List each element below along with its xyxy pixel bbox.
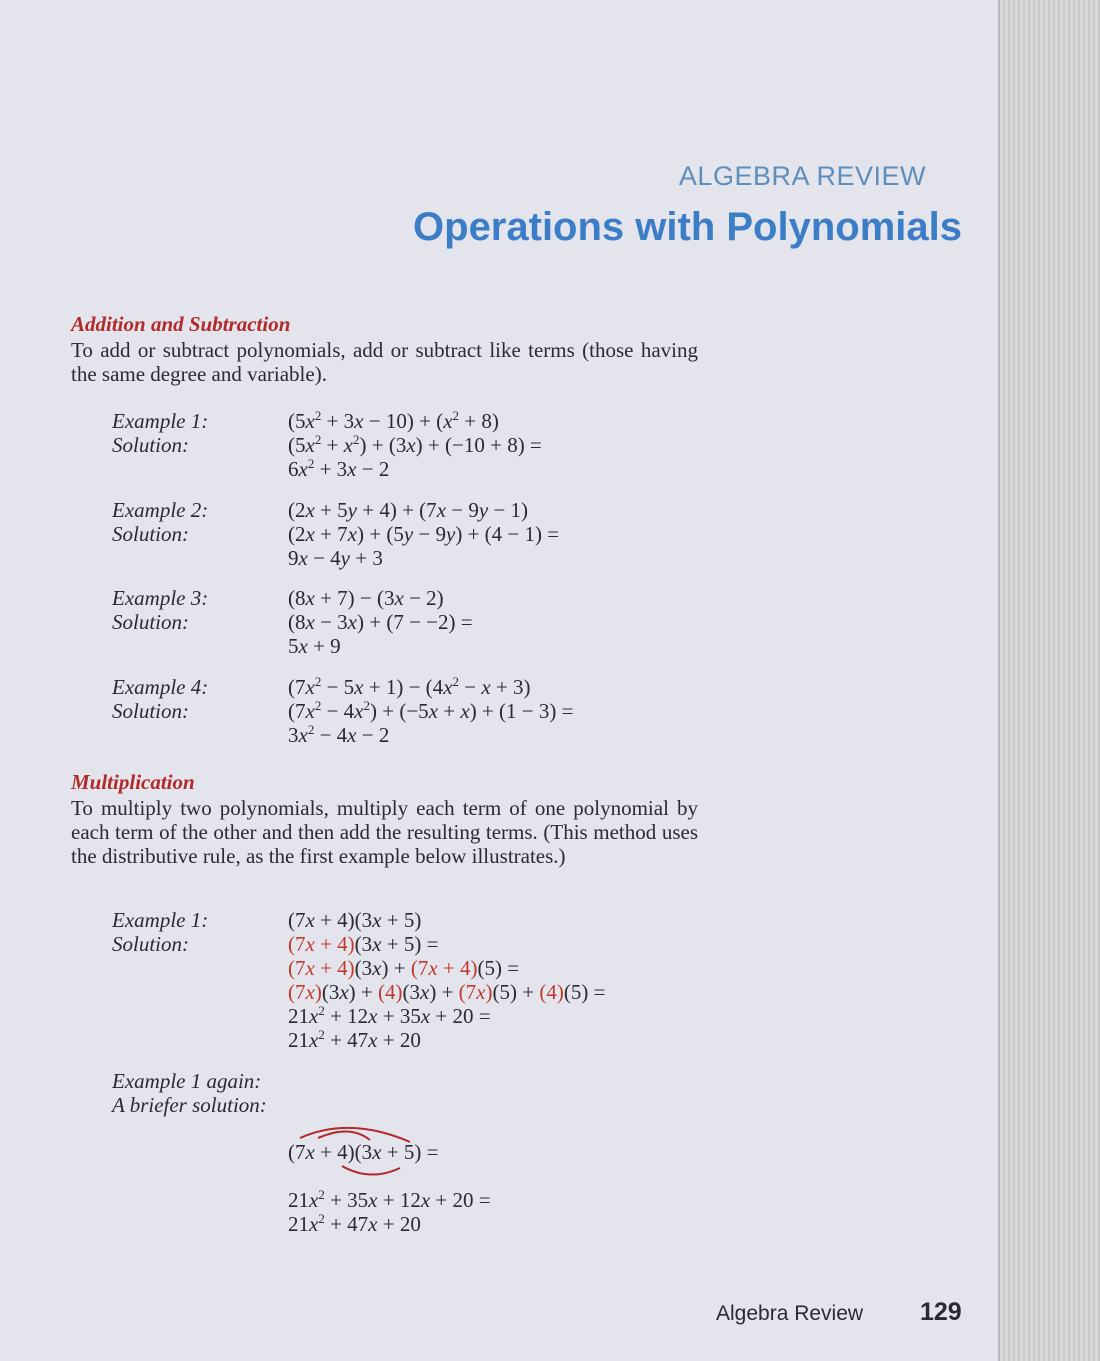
section-kicker: ALGEBRA REVIEW xyxy=(678,161,926,191)
solution-label: Solution: xyxy=(112,610,189,634)
equation-line: (2x + 5y + 4) + (7x − 9y − 1) xyxy=(288,498,529,522)
equation-line: (8x − 3x) + (7 − −2) = xyxy=(288,610,473,634)
equation-line: $(5x^2 + x^2) + (3x) + (-10 + 8)$ = xyxy=(288,432,542,457)
example-label: Example 2: xyxy=(112,498,209,522)
equation-line: $(7x^2 - 4x^2) + (-5x + x) + (1 - 3)$ = xyxy=(288,698,574,723)
page-title: Operations with Polynomials xyxy=(413,205,962,249)
book-spine-edge xyxy=(998,0,1100,1361)
equation-result: $21x^2 + 47x + 20$ xyxy=(288,1027,421,1052)
equation-result: $3x^2 - 4x - 2$ xyxy=(288,722,390,747)
equation-line: $21x^2 + 35x + 12x + 20$ = xyxy=(288,1187,491,1212)
example-label: Example 4: xyxy=(112,675,209,699)
equation-line: $(5x^2 + 3x - 10) + (x^2 + 8)$ xyxy=(288,408,499,433)
solution-label: Solution: xyxy=(112,433,189,457)
solution-label: Solution: xyxy=(112,522,189,546)
addition-paragraph: To add or subtract polynomials, add or subtract like terms (those having the same degree and variable). xyxy=(71,338,698,386)
equation-line: (7x)(3x) + (4)(3x) + (7x)(5) + (4)(5) = xyxy=(288,980,606,1004)
addition-heading: Addition and Subtraction xyxy=(71,312,291,336)
equation-line: (7x + 4)(3x + 5) = xyxy=(288,932,439,956)
addition-example-4 xyxy=(112,675,732,747)
addition-example-2 xyxy=(112,498,732,570)
equation-result: $21x^2 + 47x + 20$ xyxy=(288,1211,421,1236)
example-label: Example 1: xyxy=(112,908,209,932)
multiplication-paragraph: To multiply two polynomials, multiply each term of one polynomial by each term of the other and then add the resulting terms. (This method uses the distributive rule, as the first example below illustrates.) xyxy=(71,796,698,868)
arc-bottom xyxy=(342,1166,400,1175)
solution-label: Solution: xyxy=(112,932,189,956)
multiplication-example-1 xyxy=(112,908,732,1052)
equation-result: 9x − 4y + 3 xyxy=(288,546,383,570)
solution-label: Solution: xyxy=(112,699,189,723)
briefer-solution xyxy=(112,1140,732,1164)
equation-result: 5x + 9 xyxy=(288,634,341,658)
addition-example-3 xyxy=(112,586,732,658)
footer-section-label: Algebra Review xyxy=(716,1302,864,1325)
example-label: Example 3: xyxy=(112,586,209,610)
briefer-solution-labels xyxy=(112,1069,732,1117)
briefer-solution-steps xyxy=(112,1188,732,1236)
equation-line: $(7x^2 - 5x + 1) - (4x^2 - x + 3)$ xyxy=(288,674,531,699)
equation-line: (8x + 7) − (3x − 2) xyxy=(288,586,444,610)
equation-line: (7x + 4)(3x + 5) xyxy=(288,908,422,932)
arc-inner xyxy=(318,1131,370,1140)
multiplication-heading: Multiplication xyxy=(71,770,195,794)
equation-line: (7x + 4)(3x) + (7x + 4)(5) = xyxy=(288,956,520,980)
equation-line: (2x + 7x) + (5y − 9y) + (4 − 1) = xyxy=(288,522,560,546)
briefer-solution-label: A briefer solution: xyxy=(112,1093,267,1117)
example-again-label: Example 1 again: xyxy=(112,1069,262,1093)
equation-result: $6x^2 + 3x - 2$ xyxy=(288,456,390,481)
example-label: Example 1: xyxy=(112,409,209,433)
equation-line: $21x^2 + 12x + 35x + 20$ = xyxy=(288,1003,491,1028)
addition-example-1 xyxy=(112,409,732,481)
page-number: 129 xyxy=(920,1298,962,1326)
equation-line: (7x + 4)(3x + 5) = xyxy=(288,1140,439,1164)
